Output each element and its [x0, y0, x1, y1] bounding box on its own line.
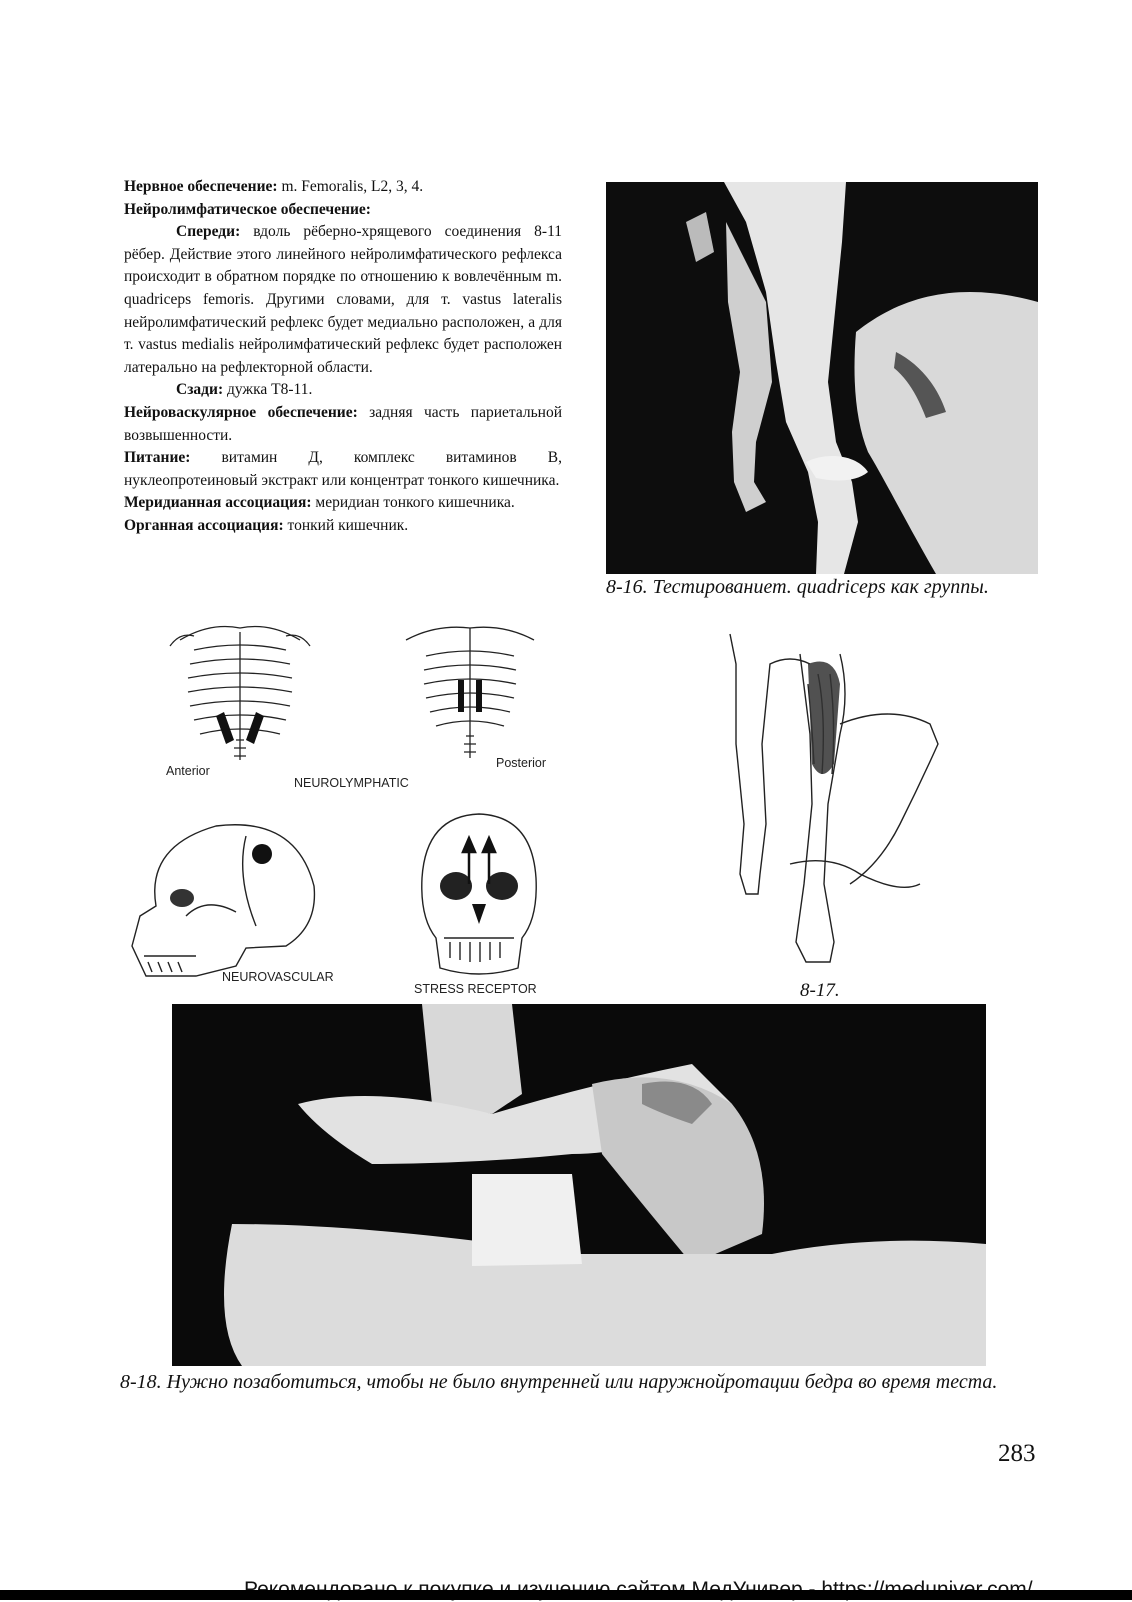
posterior-label: Posterior — [496, 756, 547, 770]
figure-8-18-photo — [172, 1004, 986, 1366]
nutrition-paragraph — [124, 447, 562, 492]
neurovascular-paragraph — [124, 402, 562, 447]
nerve-supply-paragraph — [124, 176, 562, 199]
organ-paragraph — [124, 515, 562, 538]
figure-8-17-drawing — [700, 624, 960, 974]
neurovascular-label: NEUROVASCULAR — [222, 970, 334, 984]
anterior-ribcage-diagram — [160, 620, 320, 768]
anterior-label: Anterior — [166, 764, 210, 778]
meridian-text: меридиан тонкого кишечника. — [315, 494, 515, 512]
frontal-skull-icon — [414, 808, 544, 982]
bottom-scan-border — [0, 1590, 1132, 1600]
nerve-supply-text: m. Femoralis, L2, 3, 4. — [281, 178, 424, 195]
stress-receptor-label: STRESS RECEPTOR — [414, 982, 537, 996]
lateral-skull-icon — [126, 816, 322, 992]
nutrition-text: витамин Д, комплекс витаминов В, нуклеопротеиновый экстракт или концентрат тонкого кишечника. — [124, 449, 562, 489]
meridian-label: Меридианная ассоциация: — [124, 494, 312, 512]
figure-8-16-photo — [606, 182, 1038, 574]
neurovascular-skull-diagram — [126, 816, 322, 992]
neurovascular-label: Нейроваскулярное обеспечение: — [124, 403, 358, 421]
anterior-paragraph — [124, 221, 562, 379]
nerve-supply-label: Нервное обеспечение: — [124, 178, 278, 195]
quadriceps-line-drawing — [700, 624, 960, 974]
neurolymphatic-title: NEUROLYMPHATIC — [294, 776, 409, 790]
neurolymphatic-heading — [124, 199, 562, 222]
posterior-spine-diagram — [396, 620, 544, 764]
neurovascular-text: задняя часть париетальной возвышенности. — [124, 403, 563, 444]
figure-8-16-caption: 8-16. Тестированиет. quadriceps как группы. — [606, 576, 989, 598]
posterior-spine-icon — [396, 620, 544, 764]
organ-text: тонкий кишечник. — [287, 516, 409, 534]
neurolymphatic-label: Нейролимфатическое обеспечение: — [124, 200, 371, 218]
nutrition-label: Питание: — [124, 449, 191, 467]
posterior-paragraph — [124, 379, 562, 402]
organ-label: Органная ассоциация: — [124, 516, 284, 534]
anterior-text: вдоль рёберно-хрящевого соединения 8-11 рёбер. Действие этого линейного нейролимфатического рефлекса происходит в обратном порядке по отношению к вовлечённым m. quadriceps femoris. Другими словами, для т. vastus lateralis нейролимфатический рефлекс будет медиально расположен, а для т. vastus medialis нейролимфатический рефлекс будет расположен латерально на рефлекторной области. — [124, 223, 562, 376]
page-number: 283 — [998, 1440, 1036, 1467]
figure-8-17-caption: 8-17. — [800, 980, 840, 1001]
leg-test-photo-illustration — [606, 182, 1038, 574]
anterior-label: Спереди: — [176, 223, 241, 241]
hip-test-photo-illustration — [172, 1004, 986, 1366]
meridian-paragraph — [124, 492, 562, 515]
figure-8-18-caption: 8-18. Нужно позаботиться, чтобы не было внутренней или наружнойротации бедра во время теста. — [120, 1371, 998, 1393]
stress-receptor-skull-diagram — [414, 808, 544, 982]
posterior-text: дужка Т8-11. — [226, 381, 313, 399]
body-text-column — [124, 176, 562, 538]
posterior-label: Сзади: — [176, 381, 224, 399]
anterior-ribcage-icon — [160, 620, 320, 768]
